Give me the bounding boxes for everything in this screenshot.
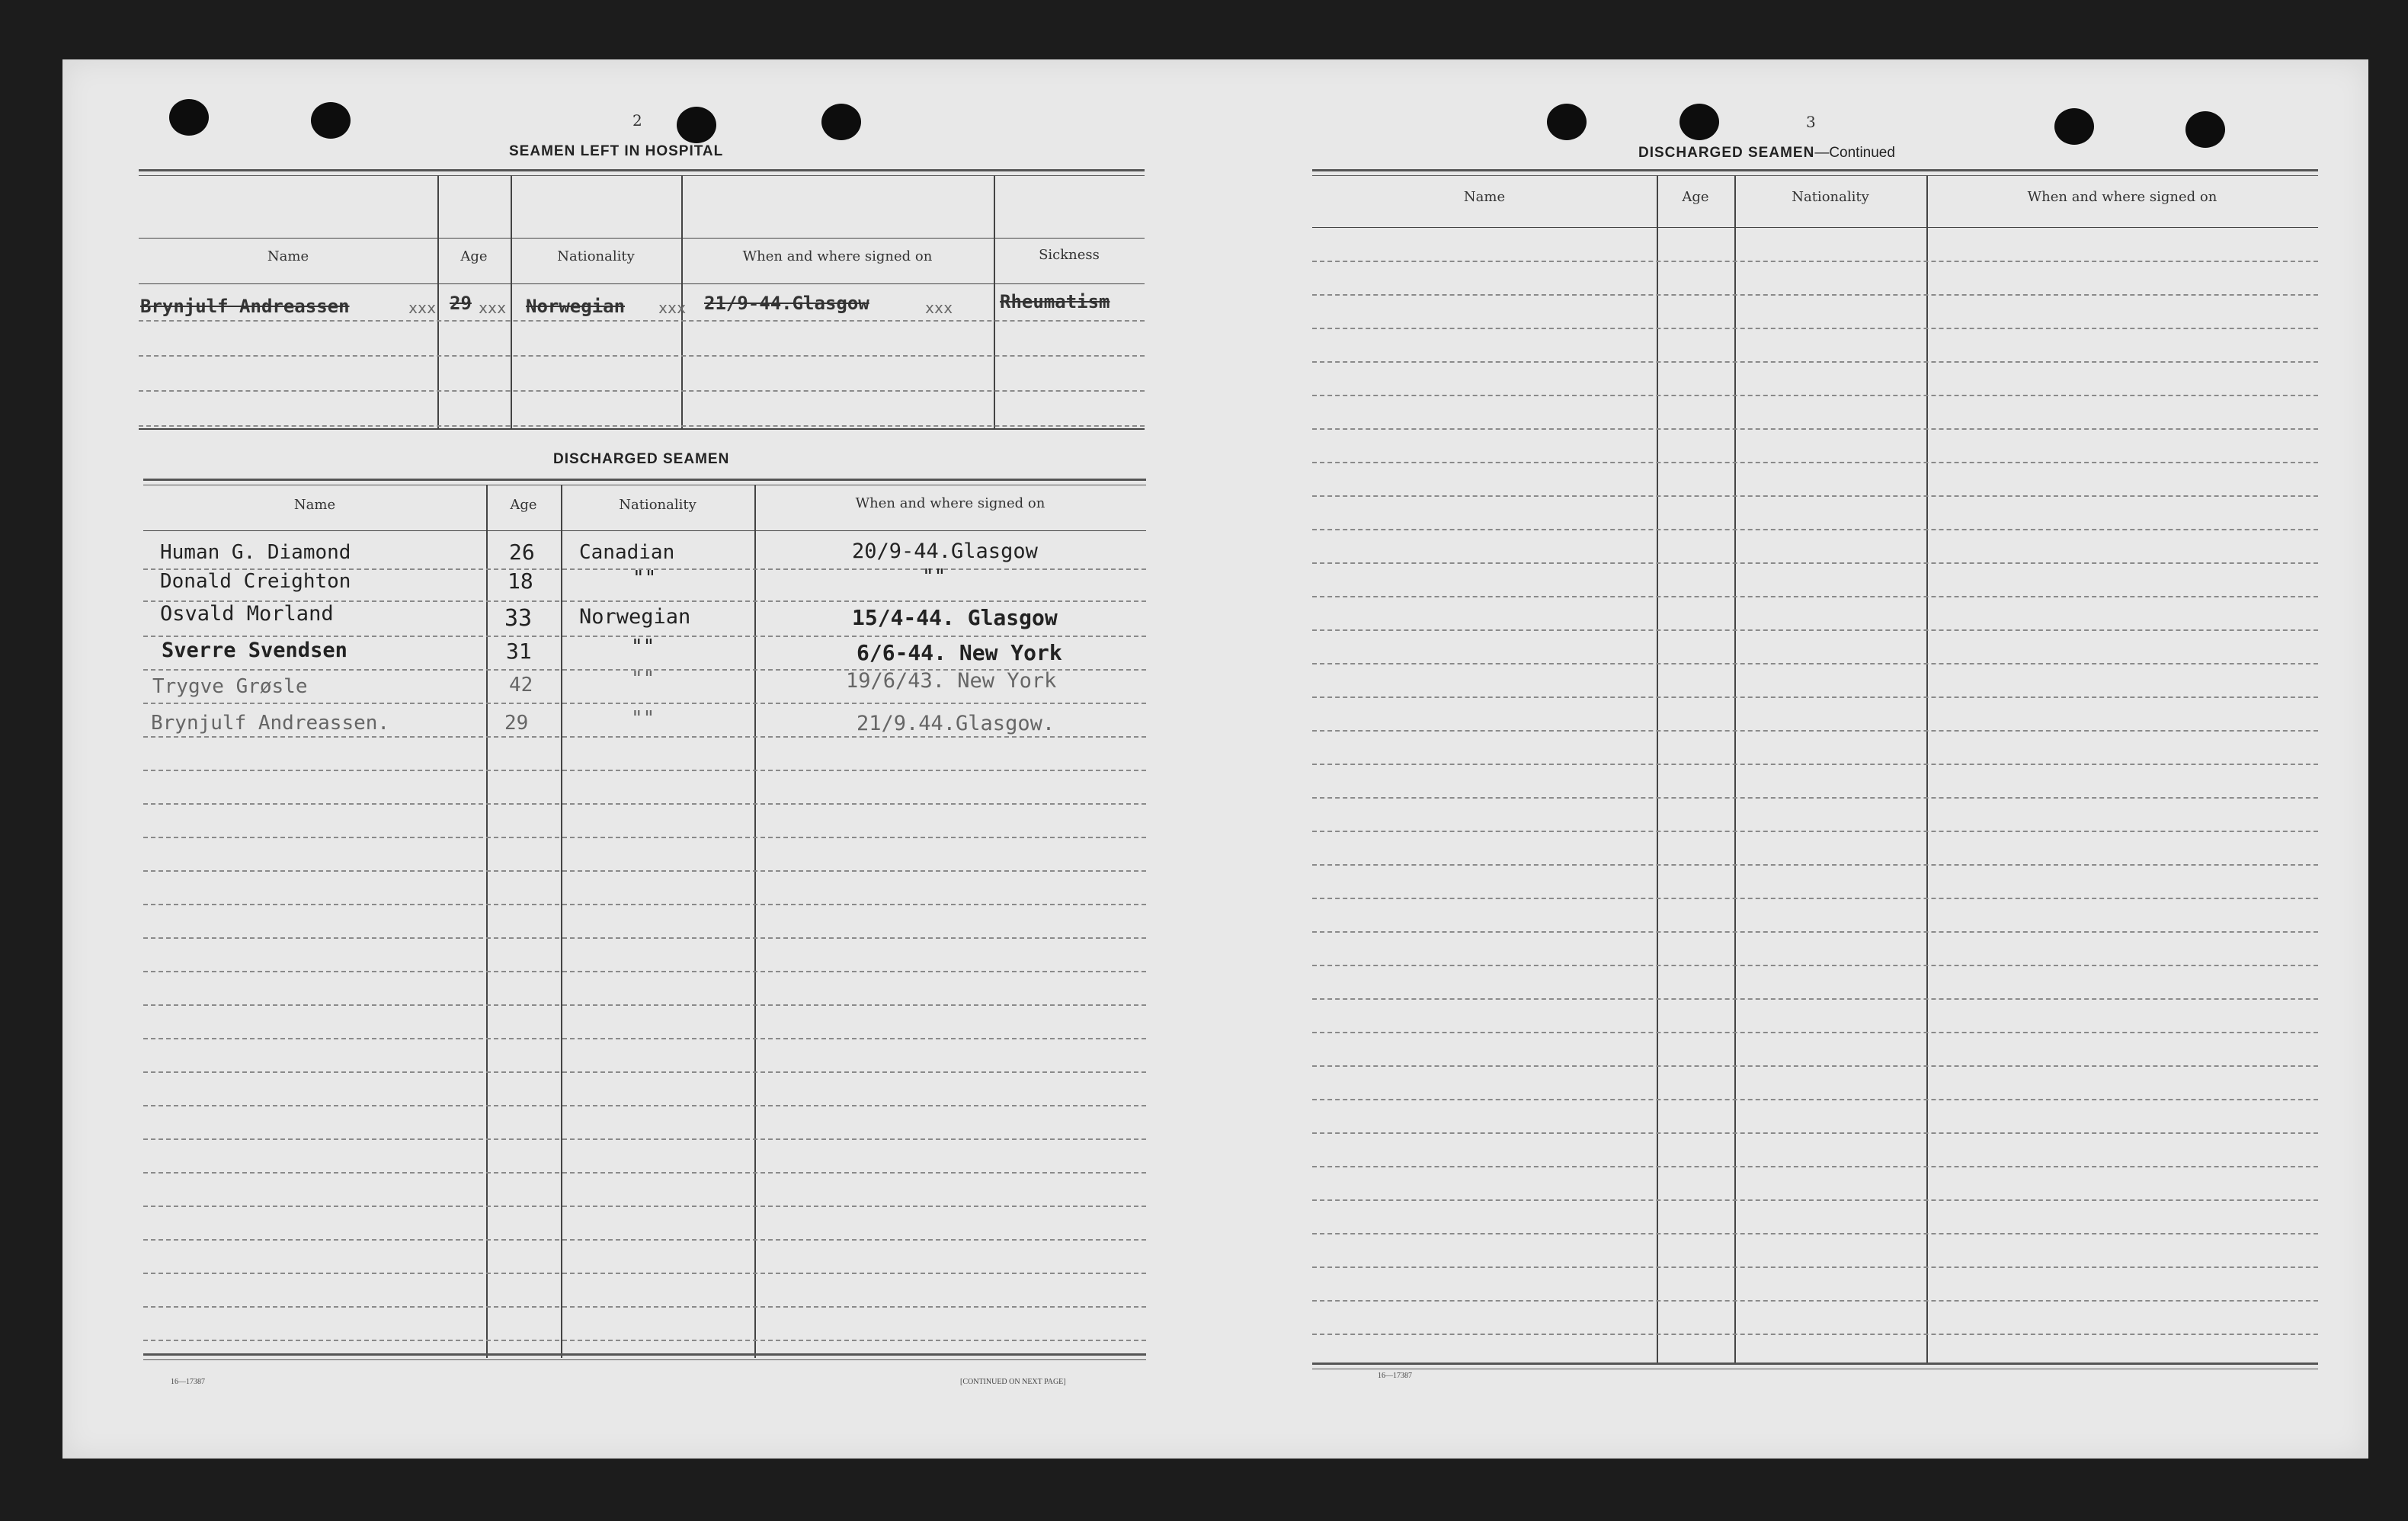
ruled-line [1312,965,2318,966]
ruled-line [143,1172,1146,1174]
discharged-continued-table [1312,169,2318,1434]
col-header-nationality: Nationality [619,497,696,513]
left-page [62,59,1236,1459]
table-row-age: 29 [504,712,529,735]
filler-marks: xxx [479,299,507,317]
hospital-row-age: 29 [450,293,472,314]
ruled-line [1312,1065,2318,1067]
col-header-nationality: Nationality [1792,189,1869,205]
table-row-nationality: "" [631,668,655,690]
ruled-line [1312,1099,2318,1100]
page-number: 2 [632,111,642,130]
table-row-nationality: "" [631,707,655,730]
ruled-line [1312,898,2318,899]
ruled-line [1312,1199,2318,1201]
table-row-name: Osvald Morland [160,602,334,626]
ruled-line [1312,764,2318,765]
hospital-row-nationality: Norwegian [526,296,626,317]
ruled-line [143,870,1146,872]
continued-note: [CONTINUED ON NEXT PAGE] [960,1378,1066,1386]
table-row-age: 33 [504,605,533,632]
filler-marks: xxx [925,299,953,317]
table-row-nationality: Canadian [579,541,675,564]
col-header-name: Name [267,248,309,264]
ruled-line [1312,696,2318,698]
ruled-line [1312,1233,2318,1234]
ruled-line [1312,1166,2318,1167]
ruled-line [1312,562,2318,564]
title-main: DISCHARGED SEAMEN [1638,145,1815,161]
ruled-line [1312,1132,2318,1134]
form-number: 16—17387 [1378,1372,1412,1380]
ruled-line [1312,629,2318,631]
ruled-line [1312,294,2318,296]
table-row-nationality: "" [631,636,655,658]
table-row-name: Sverre Svendsen [162,639,347,662]
ruled-line [1312,462,2318,463]
col-header-nationality: Nationality [557,248,635,264]
ruled-line [143,971,1146,972]
ruled-line [1312,797,2318,799]
ruled-line [143,1239,1146,1241]
ruled-line [143,803,1146,805]
filler-marks: xxx [658,299,687,317]
page-number: 3 [1806,113,1816,131]
ruled-line [1312,730,2318,732]
ruled-line [1312,1266,2318,1268]
ruled-line [1312,428,2318,430]
right-page [1236,59,2368,1459]
hospital-row-sickness: Rheumatism [1000,291,1110,312]
table-row-signed-on: 19/6/43. New York [846,669,1057,693]
ruled-line [143,1071,1146,1073]
ruled-line [143,1038,1146,1039]
ruled-line [1312,1032,2318,1033]
filler-marks: xxx [408,299,437,317]
ruled-line [1312,361,2318,363]
ruled-line [1312,998,2318,1000]
discharged-table [143,479,1146,1439]
hospital-table [139,169,1145,489]
ruled-line [143,904,1146,905]
col-header-age: Age [510,497,537,513]
col-header-signed-on: When and where signed on [742,248,933,264]
ruled-line [143,1340,1146,1341]
hospital-row-signed-on: 21/9-44.Glasgow [704,293,869,314]
title-suffix: —Continued [1814,145,1895,161]
col-header-sickness: Sickness [1039,247,1100,263]
ruled-line [1312,596,2318,597]
table-row-name: Donald Creighton [160,570,351,593]
table-row-nationality: "" [632,567,657,590]
ruled-line [1312,1300,2318,1302]
ruled-line [143,1138,1146,1140]
discharged-continued-title [1638,145,1895,162]
table-row-signed-on: 21/9.44.Glasgow. [857,712,1055,735]
table-row-age: 26 [509,540,535,565]
ruled-line [143,1004,1146,1006]
hospital-section-title: SEAMEN LEFT IN HOSPITAL [509,143,724,159]
hospital-row-name: Brynjulf Andreassen [140,296,350,317]
ruled-line [143,1206,1146,1207]
table-row-age: 31 [506,639,532,664]
ruled-line [1312,261,2318,262]
ruled-line [1312,831,2318,832]
ruled-line [1312,495,2318,497]
ruled-line [1312,529,2318,530]
col-header-age: Age [460,248,488,264]
ruled-line [143,770,1146,771]
ruled-line [143,1273,1146,1274]
ruled-line [1312,328,2318,329]
table-row-name: Human G. Diamond [160,541,351,564]
col-header-age: Age [1682,189,1709,205]
table-row-signed-on: "" [922,565,946,588]
ruled-line [1312,663,2318,664]
col-header-signed-on: When and where signed on [855,495,1045,511]
table-row-name: Trygve Grøsle [152,675,308,698]
table-row-signed-on: 15/4-44. Glasgow [852,605,1058,630]
ruled-line [143,1306,1146,1308]
table-row-age: 42 [509,674,533,696]
ruled-line [1312,395,2318,396]
table-row-age: 18 [508,568,533,594]
ruled-line [1312,931,2318,933]
table-row-signed-on: 6/6-44. New York [857,640,1062,665]
document-sheet [62,59,2368,1459]
ruled-line [143,837,1146,838]
col-header-name: Name [293,497,336,513]
table-row-nationality: Norwegian [579,605,691,629]
table-row-signed-on: 20/9-44.Glasgow [852,540,1038,563]
table-row-name: Brynjulf Andreassen. [151,712,390,735]
ruled-line [1312,1334,2318,1335]
ruled-line [1312,864,2318,866]
ruled-line [143,1105,1146,1106]
ruled-line [143,937,1146,939]
discharged-section-title: DISCHARGED SEAMEN [553,451,730,467]
form-number: 16—17387 [171,1378,205,1386]
col-header-signed-on: When and where signed on [2027,189,2217,205]
col-header-name: Name [1463,189,1506,205]
